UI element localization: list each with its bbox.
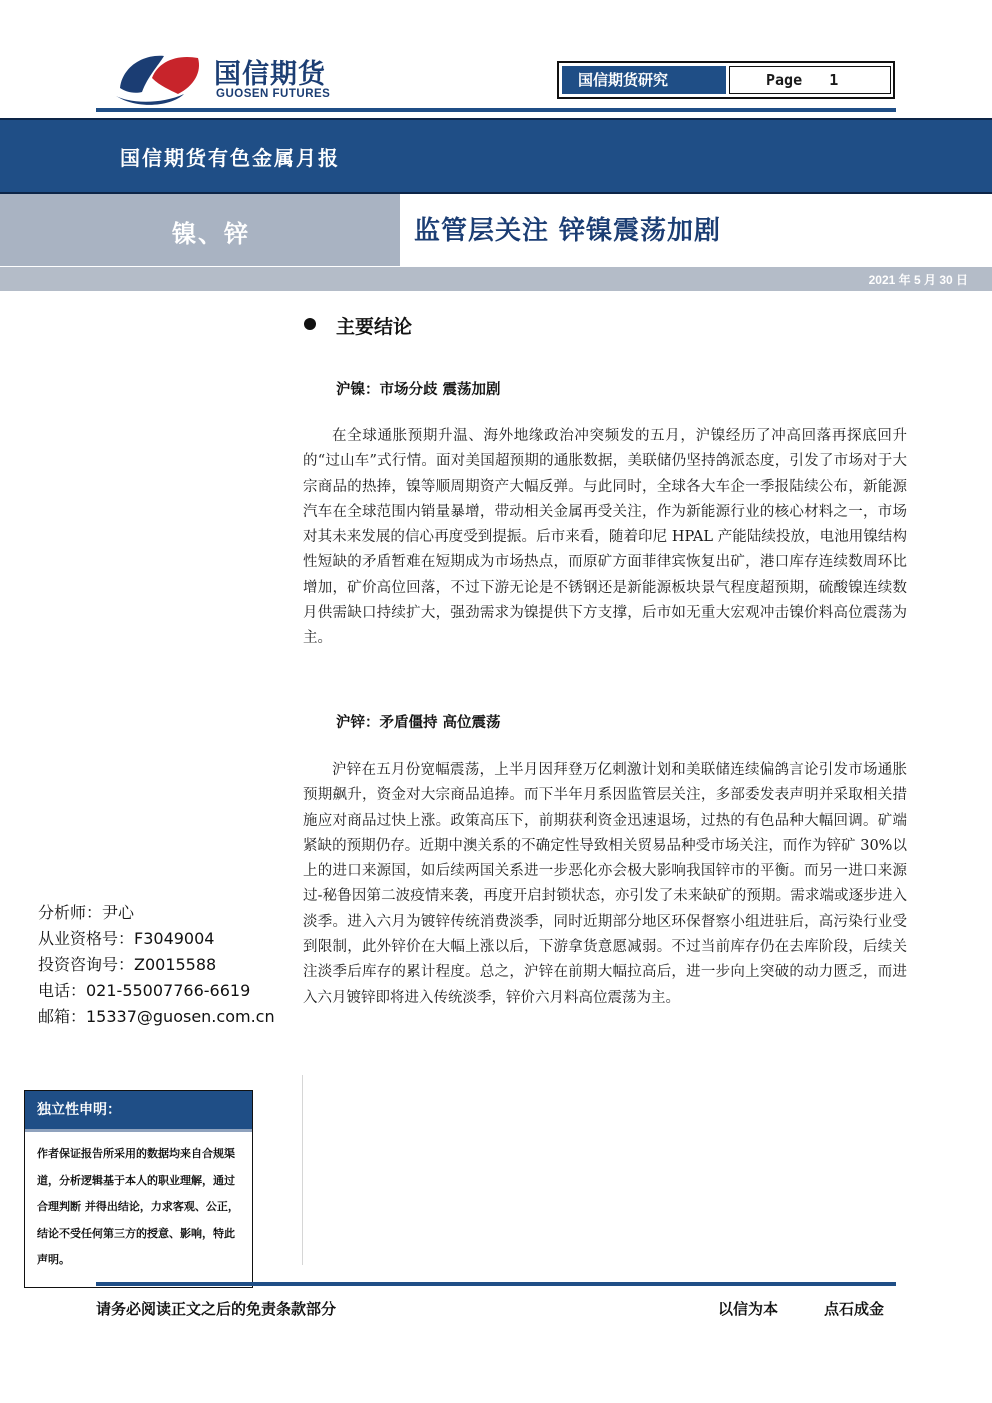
analyst-consulting-id: 投资咨询号：Z0015588 [38,955,217,974]
metal-band [0,194,400,266]
footer-disclaimer: 请务必阅读正文之后的免责条款部分 [96,1300,337,1318]
logo-mark-icon [112,48,212,108]
footer-rule [96,1282,896,1286]
company-logo [112,48,352,108]
date-band [0,267,992,291]
nickel-paragraph: 在全球通胀预期升温、海外地缘政治冲突频发的五月，沪镍经历了冲高回落再探底回升的“过山车”式行情。面对美国超预期的通胀数据，美联储仍坚持鸽派态度，引发了市场对于大宗商品的热捧，镍等顺周期资产大幅反弹。与此同时，全球各大车企一季报陆续公布，新能源汽车在全球范围内销量暴增，带动相关金属再受关注，作为新能源行业的核心材料之一，市场对其未来发展的信心再度受到提振。后市来看，随着印尼 HPAL 产能陆续投放，电池用镍结构性短缺的矛盾暂难在短期成为市场热点，而原矿方面菲律宾恢复出矿，港口库存连续数周环比增加，矿价高位回落，不过下游无论是不锈钢还是新能源板块景气程度超预期，硫酸镍连续数月供需缺口持续扩大，强劲需求为镍提供下方支撑，后市如无重大宏观冲击镍价料高位震荡为主。 [303,428,907,647]
independence-title: 独立性申明： [25,1091,252,1129]
independence-body: 作者保证报告所采用的数据均来自合规渠道，分析逻辑基于本人的职业理解，通过合理判断 并得出结论，力求客观、公正，结论不受任何第三方的授意、影响，特此声明。 [37,1147,239,1266]
analyst-info [38,900,293,1030]
metal-names: 镍、锌 [172,220,250,248]
bullet-icon [304,318,316,330]
header-info-box [557,61,895,99]
research-label: 国信期货研究 [562,66,726,94]
logo-en-text: GUOSEN FUTURES [216,88,331,100]
independence-statement-box [24,1090,253,1288]
section-title: 主要结论 [336,316,413,338]
analyst-phone: 电话：021-55007766-6619 [38,981,251,1000]
page-label: Page [766,71,803,89]
analyst-email: 邮箱：15337@guosen.com.cn [38,1007,275,1026]
report-banner [0,118,992,194]
page-indicator [729,66,891,94]
column-divider [302,1075,303,1265]
page-number: 1 [829,71,839,89]
analyst-name: 分析师：尹心 [38,903,135,922]
zinc-paragraph: 沪锌在五月份宽幅震荡，上半月因拜登万亿刺激计划和美联储连续偏鸽言论引发市场通胀预期飙升，资金对大宗商品追捧。而下半年月系因监管层关注，多部委发表声明并采取相关措施应对商品过快上涨。政策高压下，前期获利资金迅速退场，过热的有色品种大幅回调。矿端紧缺的预期仍存。近期中澳关系的不确定性导致相关贸易品种受市场关注，而作为锌矿 30%以上的进口来源国，如后续两国关系进一步恶化亦会极大影响我国锌市的平衡。而另一进口来源过-秘鲁因第二波疫情来袭，再度开启封锁状态，亦引发了未来缺矿的预期。需求端或逐步进入淡季。进入六月为镀锌传统消费淡季，同时近期部分地区环保督察小组进驻后，高污染行业受到限制，此外锌价在大幅上涨以后，下游拿货意愿减弱。不过当前库存仍在去库阶段，后续关注淡季后库存的累计程度。总之，沪锌在前期大幅拉高后，进一步向上突破的动力匮乏，而进入六月镀锌即将进入传统淡季，锌价六月料高位震荡为主。 [303,762,907,1006]
independence-rule [25,1129,252,1132]
logo-cn-text: 国信期货 [214,59,326,90]
report-headline: 监管层关注 锌镍震荡加剧 [414,216,722,246]
header-rule [96,108,896,112]
analyst-qualification: 从业资格号：F3049004 [38,929,215,948]
report-date: 2021 年 5 月 30 日 [868,273,968,287]
report-series-title: 国信期货有色金属月报 [120,146,340,170]
zinc-heading: 沪锌：矛盾僵持 高位震荡 [336,715,501,731]
footer-slogan-2: 点石成金 [824,1300,885,1318]
nickel-heading: 沪镍：市场分歧 震荡加剧 [336,382,501,398]
footer-slogan-1: 以信为本 [718,1300,779,1318]
